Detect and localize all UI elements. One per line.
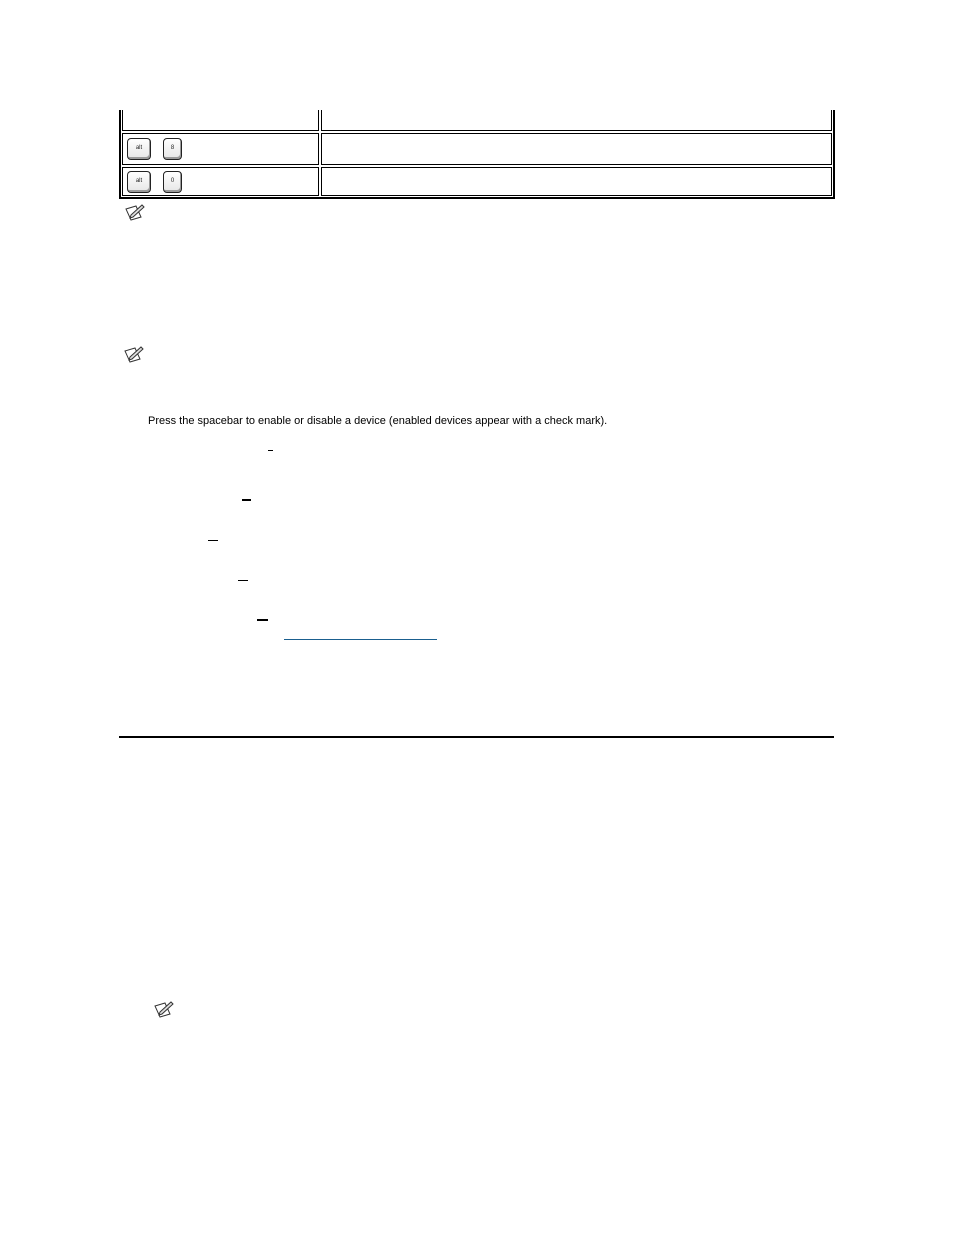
eight-key-icon: 8 <box>163 138 182 160</box>
dash-mark <box>242 499 251 501</box>
shortcut-table <box>119 110 835 199</box>
table-cell <box>122 110 319 131</box>
dash-mark <box>208 540 218 541</box>
note-icon <box>124 346 144 363</box>
table-border-right <box>833 110 835 199</box>
table-cell <box>321 167 832 196</box>
table-row <box>122 167 319 196</box>
alt-key-icon: alt <box>127 171 151 193</box>
dash-mark <box>257 619 268 621</box>
table-row <box>122 133 319 165</box>
table-cell <box>321 133 832 165</box>
note-icon <box>154 1001 174 1018</box>
zero-key-icon: 0 <box>163 171 182 193</box>
table-cell <box>321 110 832 131</box>
section-divider <box>119 736 834 738</box>
reference-link[interactable] <box>284 627 437 640</box>
table-border-bottom <box>119 197 835 199</box>
instruction-text: Press the spacebar to enable or disable a device (enabled devices appear with a check mark). <box>148 415 608 427</box>
dash-mark <box>238 580 248 581</box>
note-icon <box>125 204 145 221</box>
dash-mark <box>268 450 273 451</box>
alt-key-icon: alt <box>127 138 151 160</box>
table-border-left <box>119 110 121 199</box>
